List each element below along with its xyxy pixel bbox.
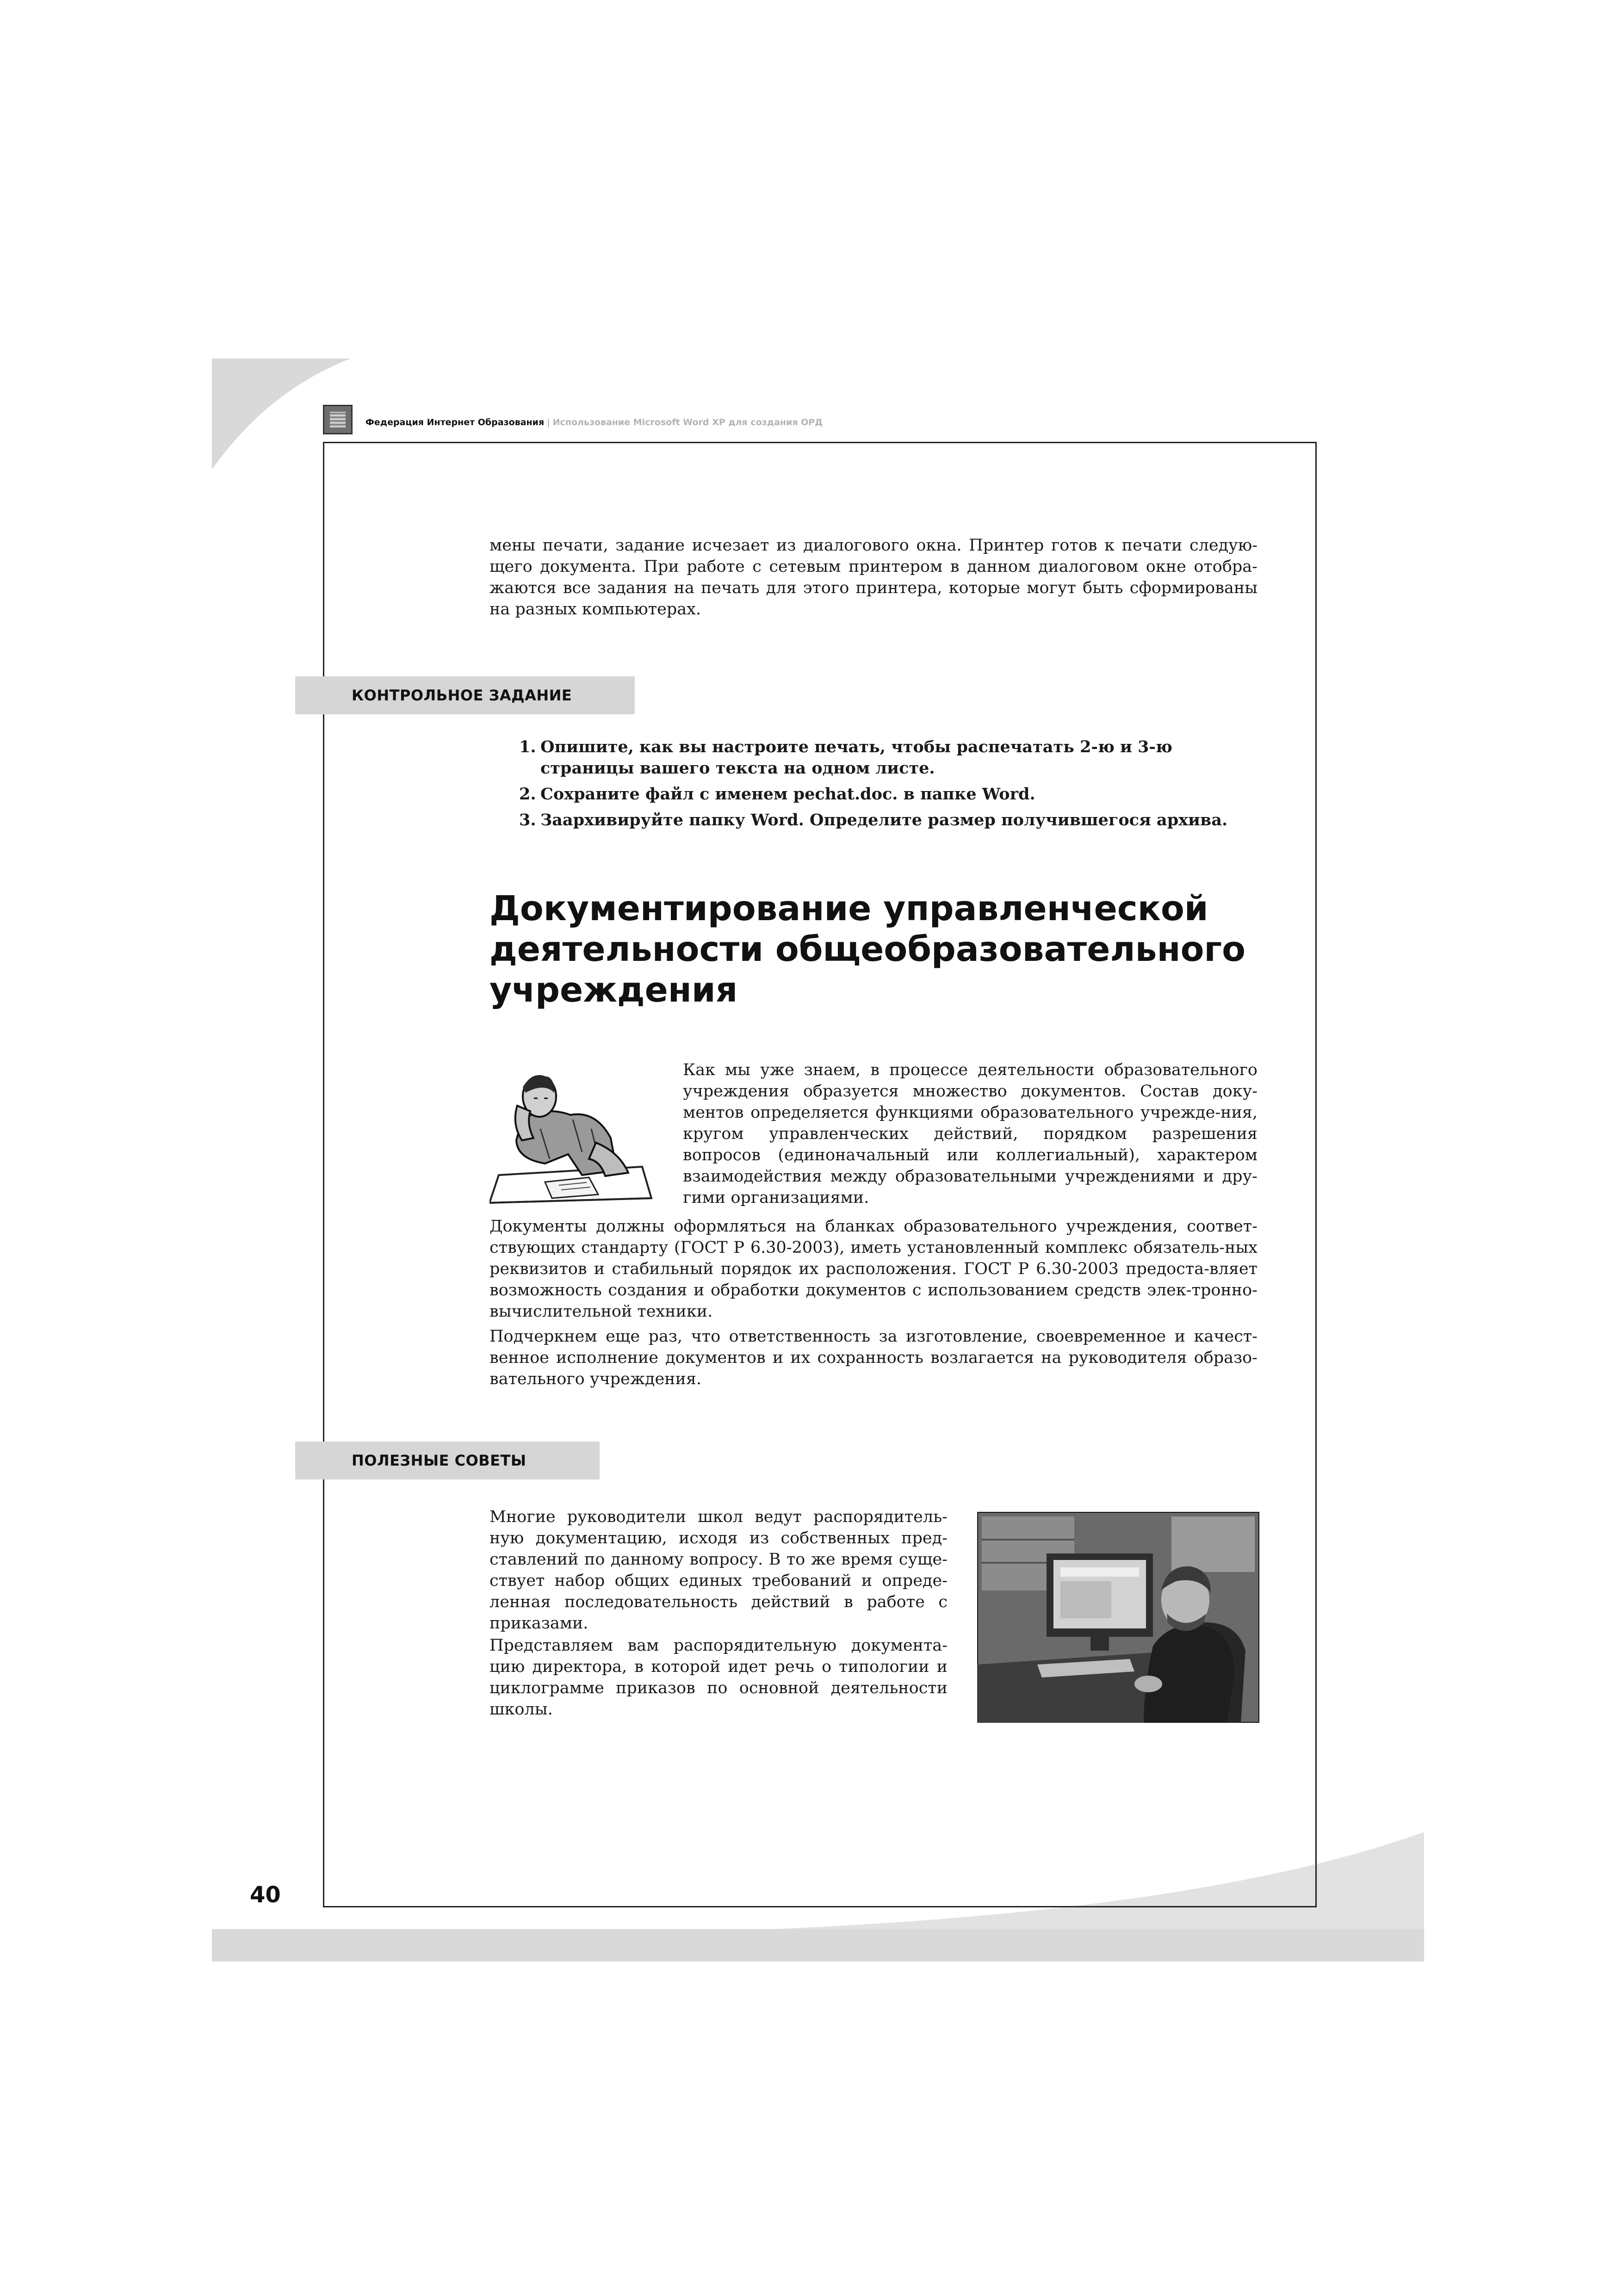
paragraph-documents-knowledge: Как мы уже знаем, в процессе деятельности образовательного учреждения образуется множество документов. Состав доку-ментов определяется функциями образовательного учрежде-ния, кругом управленческих действий, порядком разрешения вопросов (единоначальный или коллегиальный), характером взаимодействия между образовательными учреждениями и дру-гими организациями. — [683, 1061, 1258, 1207]
list-item-number: 2. — [519, 785, 536, 804]
page-number: 40 — [250, 1882, 281, 1908]
list-item-text: Заархивируйте папку Word. Определите размер получившегося архива. — [540, 811, 1228, 829]
header-separator: | — [547, 417, 550, 427]
intro-paragraph: мены печати, задание исчезает из диалогового окна. Принтер готов к печати следую-щего документа. При работе с сетевым принтером в данном диалоговом окне отобра-жаются все задания на печать для этого принтера, которые могут быть сформированы на разных компьютерах. — [489, 536, 1258, 619]
man-at-computer-photo — [977, 1512, 1259, 1723]
header-subtitle: Использование Microsoft Word XP для создания ОРД — [552, 417, 823, 427]
control-task-bar — [295, 676, 635, 714]
list-item-number: 1. — [519, 737, 536, 756]
list-item — [519, 784, 1269, 805]
thinking-man-illustration — [489, 1059, 656, 1207]
tips-paragraph-2: Представляем вам распорядительную документа-цию директора, в которой идет речь о типологии и циклограмме приказов по основной деятельности школы. — [489, 1636, 948, 1719]
list-item — [519, 736, 1269, 779]
paragraph-responsibility: Подчеркнем еще раз, что ответственность за изготовление, своевременное и качест-венное исполнение документов и их сохранность возлагается на руководителя образо-вательного учреждения. — [489, 1327, 1258, 1388]
header-organization: Федерация Интернет Образования — [365, 417, 545, 427]
book-logo-icon — [323, 405, 353, 434]
running-header — [365, 417, 823, 427]
list-item-text: Опишите, как вы настроите печать, чтобы распечатать 2-ю и 3-ю страницы вашего текста на одном листе. — [540, 737, 1172, 778]
task-list — [519, 736, 1269, 835]
control-task-title: КОНТРОЛЬНОЕ ЗАДАНИЕ — [352, 687, 572, 704]
list-item — [519, 810, 1269, 831]
section-heading: Документирование управленческой деятельности общеобразовательного учреждения — [489, 889, 1245, 1010]
list-item-number: 3. — [519, 811, 536, 829]
useful-tips-bar — [295, 1442, 600, 1479]
tips-paragraph-1: Многие руководители школ ведут распорядитель-ную документацию, исходя из собственных пред-ставлений по данному вопросу. В то же время суще-ствует набор общих единых требований и опреде-ленная последовательность действий в работе с приказами. — [489, 1508, 948, 1633]
list-item-text: Сохраните файл с именем pechat.doc. в папке Word. — [540, 785, 1035, 804]
paragraph-document-blanks: Документы должны оформляться на бланках образовательного учреждения, соответ-ствующих стандарту (ГОСТ Р 6.30-2003), иметь установленный комплекс обязатель-ных реквизитов и стабильный порядок их расположения. ГОСТ Р 6.30-2003 предоста-вляет возможность создания и обработки документов с использованием средств элек-тронно-вычислительной техники. — [489, 1217, 1258, 1321]
useful-tips-title: ПОЛЕЗНЫЕ СОВЕТЫ — [352, 1452, 527, 1469]
